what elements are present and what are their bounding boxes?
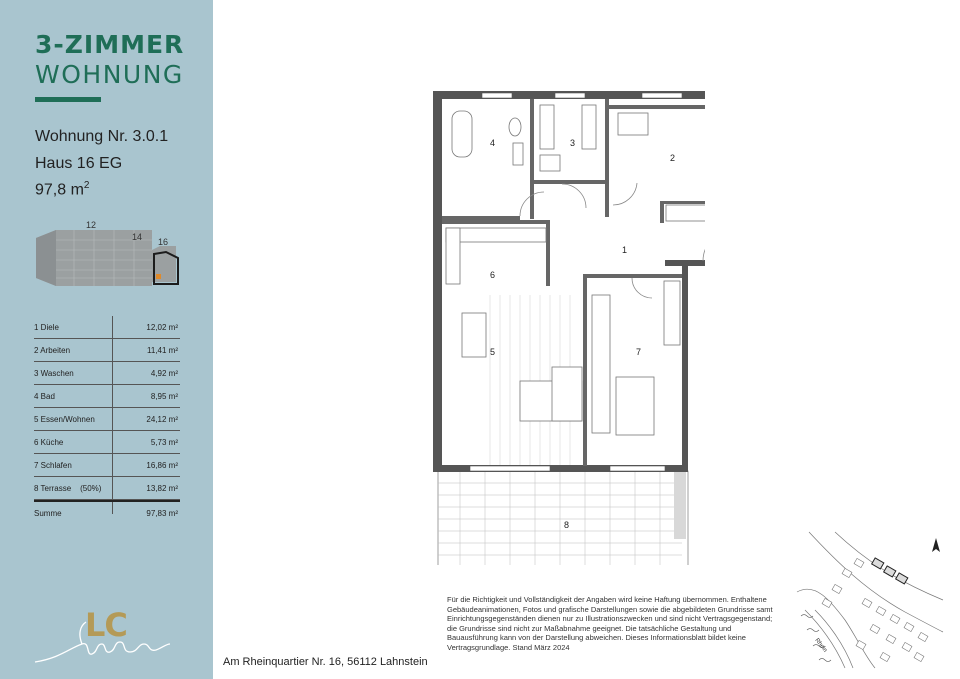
unit-highlight-marker	[156, 274, 161, 279]
table-row: 3 Waschen 4,92 m²	[34, 362, 180, 385]
table-row: 2 Arbeiten 11,41 m²	[34, 339, 180, 362]
north-arrow-icon	[932, 538, 940, 552]
logo-script	[30, 600, 180, 670]
info-sidebar	[0, 0, 213, 679]
heading-underline	[35, 97, 101, 102]
table-sum-row: Summe 97,83 m²	[34, 500, 180, 524]
floor-plan	[420, 85, 705, 565]
room-area-table	[34, 316, 180, 524]
table-row: 1 Diele 12,02 m²	[34, 316, 180, 339]
table-row: 4 Bad 8,95 m²	[34, 385, 180, 408]
plan-room-6: 6	[490, 270, 496, 280]
plan-room-7: 7	[636, 347, 642, 357]
plan-room-3: 3	[570, 138, 576, 148]
plan-room-8: 8	[564, 520, 570, 530]
building-label-16: 16	[158, 237, 169, 247]
table-row: 8 Terrasse (50%) 13,82 m²	[34, 477, 180, 500]
plan-room-1: 1	[622, 245, 628, 255]
apartment-area: 97,8 $m^2$	[35, 180, 90, 199]
logo-letters: LC	[85, 606, 127, 644]
address: Am Rheinquartier Nr. 16, 56112 Lahnstein	[223, 656, 428, 668]
heading-line2: WOHNUNG	[35, 60, 184, 89]
building-label-12: 12	[86, 220, 97, 230]
river-label: Rhein	[813, 637, 828, 654]
apartment-number: Wohnung Nr. 3.0.1	[35, 128, 169, 145]
table-row: 5 Essen/Wohnen 24,12 m²	[34, 408, 180, 431]
heading-line1: 3-ZIMMER	[35, 30, 185, 59]
building-label-14: 14	[132, 232, 143, 242]
table-row: 7 Schlafen 16,86 m²	[34, 454, 180, 477]
plan-room-4: 4	[490, 138, 496, 148]
table-row: 6 Küche 5,73 m²	[34, 431, 180, 454]
plan-room-2: 2	[670, 153, 676, 163]
site-map	[795, 530, 945, 670]
house-label: Haus 16 EG	[35, 155, 123, 172]
building-illustration	[34, 216, 184, 291]
disclaimer-text: Für die Richtigkeit und Vollständigkeit der Angaben wird keine Haftung übernommen. Enthaltene Gebäudeanimationen, Fotos und grafische Darstellungen sowie die abgebildeten Grundrisse samt Einrichtungsgegenständen dienen nur zu Illustrationszwecken und sind nicht Vertragsgegenstand; die Grundrisse sind nicht zur Maßabnahme geeignet. Die tatsächliche Gestaltung und Bauausführung kann von der Darstellung abweichen. Dieses Informationsblatt bildet keine Vertragsgrundlage. Stand März 2024	[447, 595, 773, 652]
plan-room-5: 5	[490, 347, 496, 357]
terrace	[438, 471, 688, 565]
